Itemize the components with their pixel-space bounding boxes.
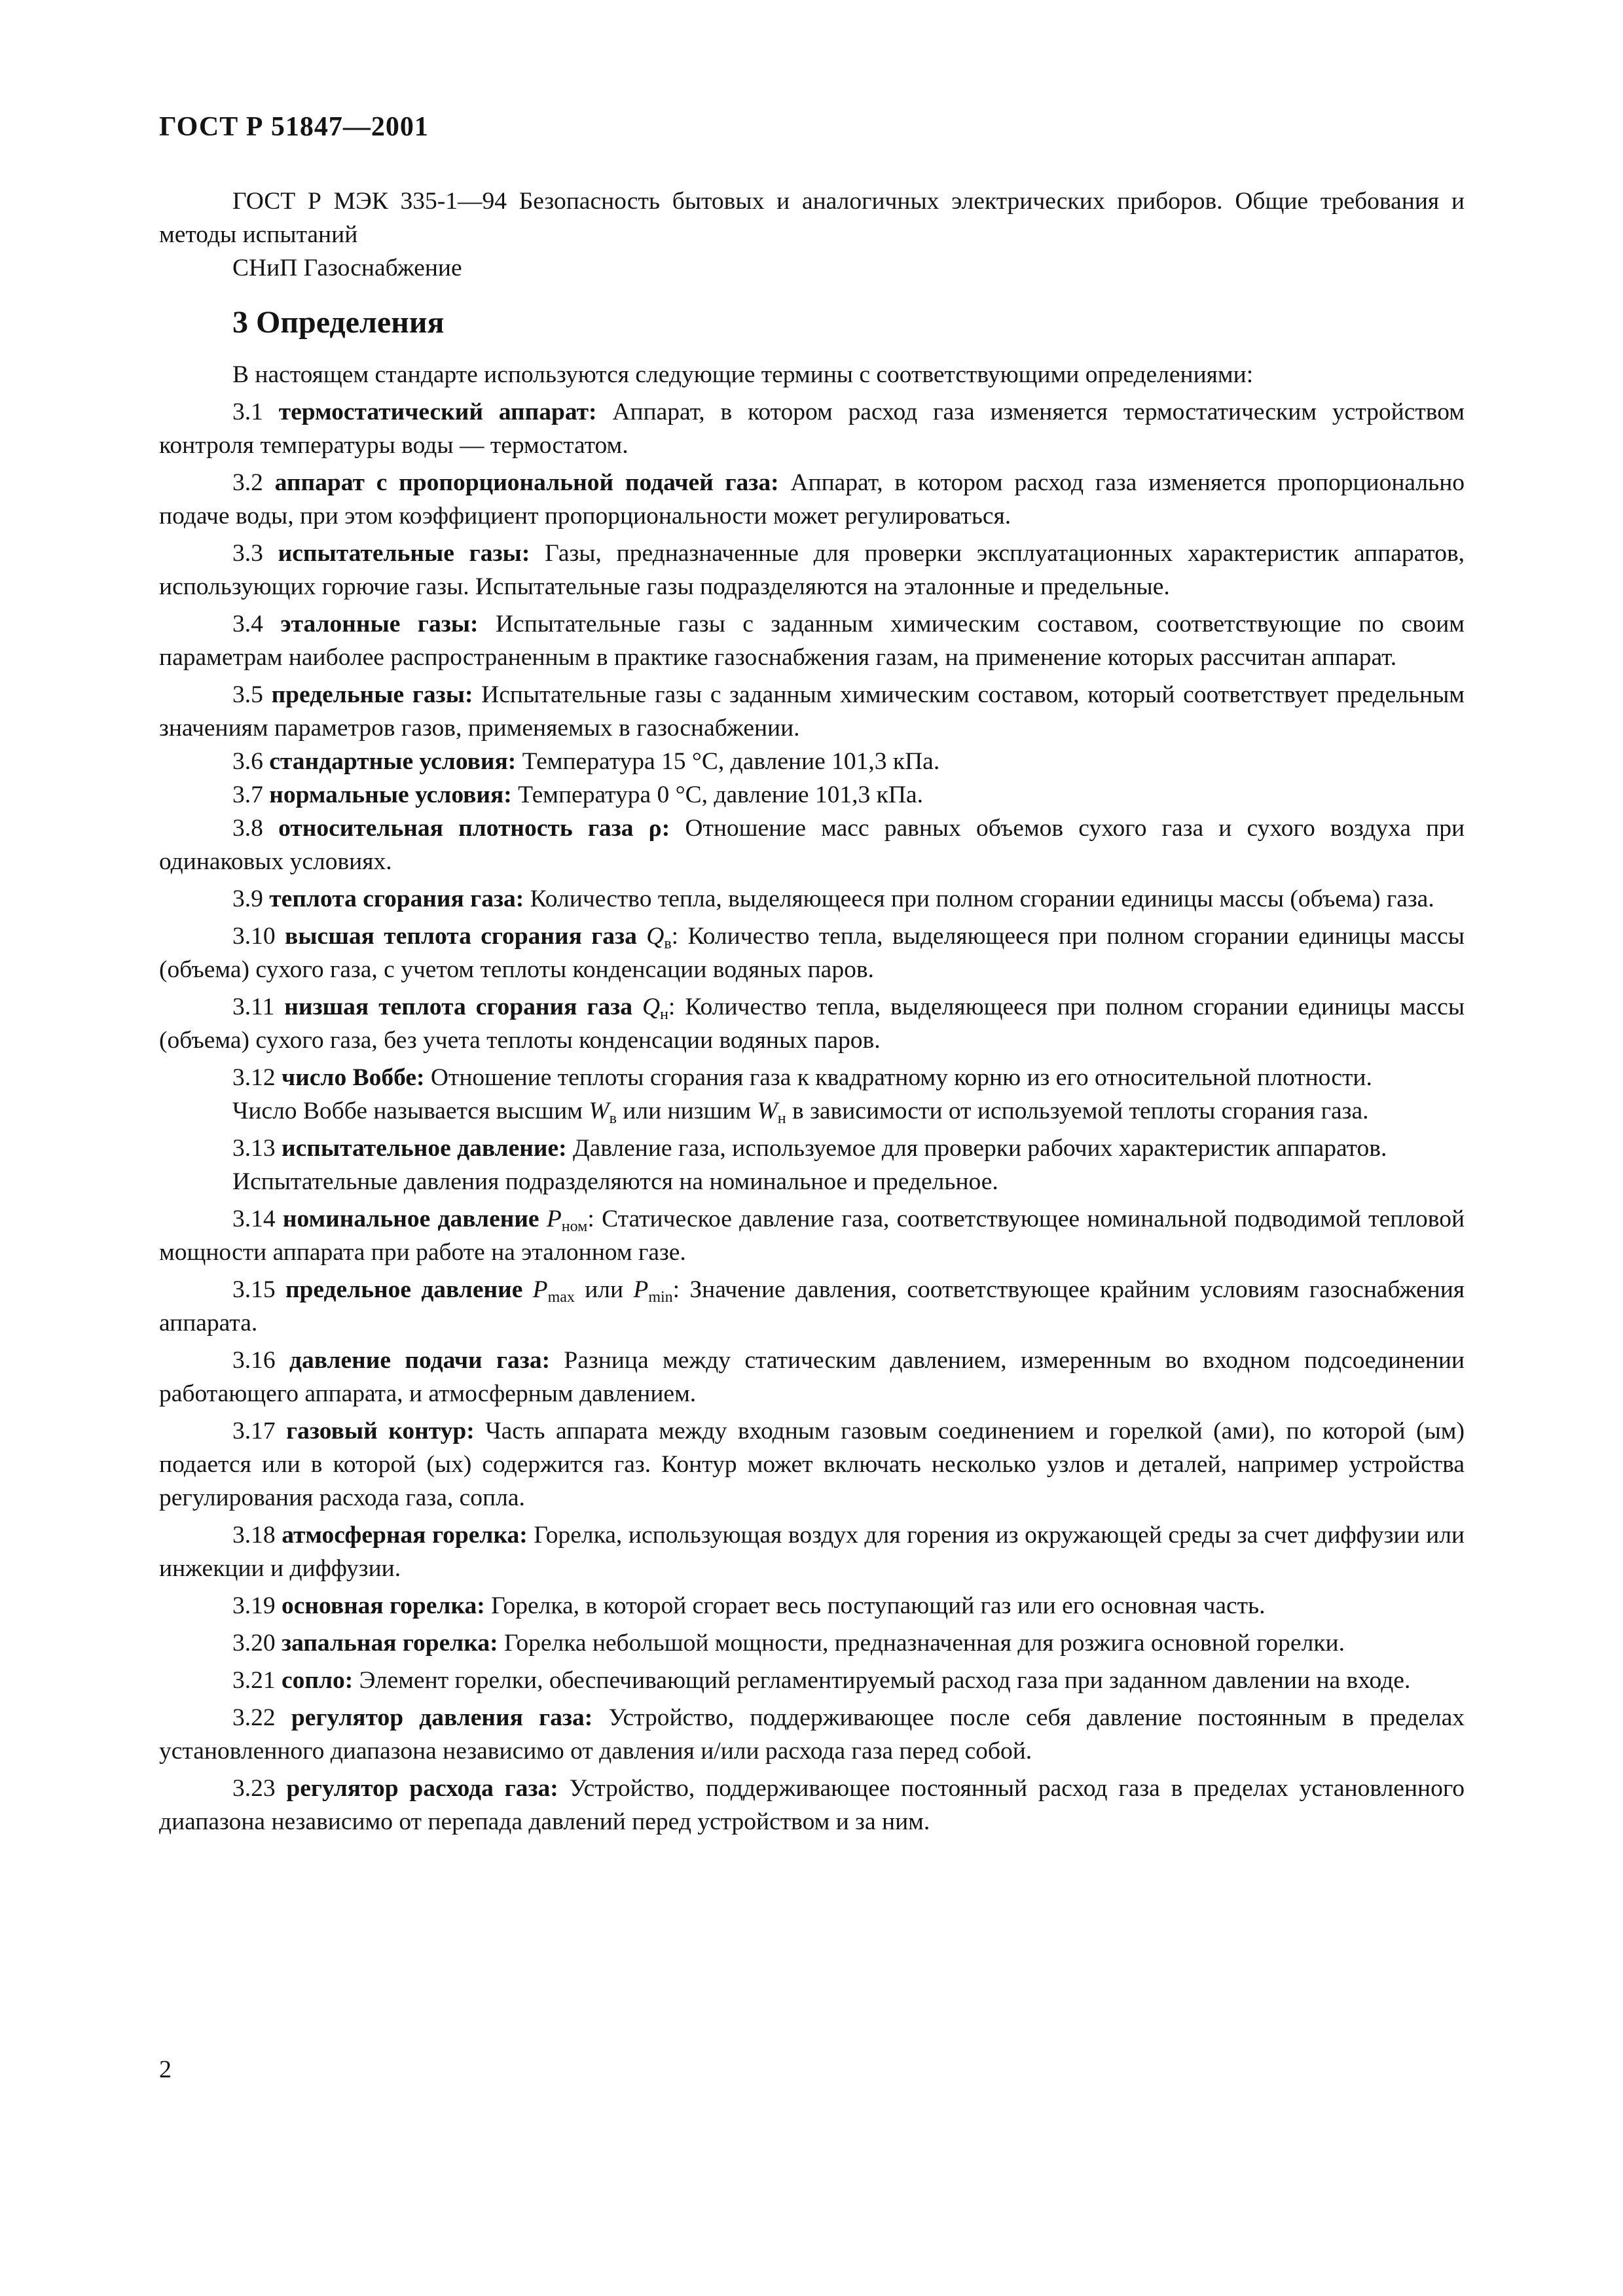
definition-text: Количество тепла, выделяющееся при полном сгорании единицы массы (объема) газа. [530,886,1434,912]
definition-text: Устройство, поддерживающее после себя давление постоянным в пределах установленного диапазона независимо от давления и/или расхода газа перед собой. [159,1704,1465,1765]
note-text: Число Воббе называется высшим [232,1098,583,1124]
definition-number: 3.18 [232,1522,276,1549]
definition-term: сопло: [282,1667,354,1694]
definition-term: испытательное давление: [282,1135,567,1162]
definition-term: испытательные газы: [278,540,530,567]
definition-item [159,1664,1465,1697]
note-text: или низшим [623,1098,752,1124]
definition-item: 3.15 предельное давление $P_{max}$ или $P_{min}$: Значение давления, соответствующее крайним условиям газоснабжения аппарата. [159,1276,1465,1336]
definition-text: Горелка небольшой мощности, предназначенная для розжига основной горелки. [503,1630,1345,1657]
definition-text: Количество тепла, выделяющееся при полном сгорании единицы массы (объема) сухого газа, с учетом теплоты конденсации водяных паров. [159,923,1465,983]
definition-item [159,607,1465,674]
reference-entry: ГОСТ Р МЭК 335-1—94 Безопасность бытовых и аналогичных электрических приборов. Общие требования и методы испытаний [159,188,1465,248]
definition-item [159,745,1465,778]
definition-term: атмосферная горелка: [282,1522,528,1549]
section-intro: В настоящем стандарте используются следующие термины с соответствующими определениями: [232,361,1254,388]
definition-text: Испытательные газы с заданным химическим составом, соответствующие по своим параметрам наиболее распространенным в практике газоснабжения газам, на применение которых рассчитан аппарат. [159,611,1465,671]
definition-term: предельное давление [285,1276,523,1303]
symbol-p: P [633,1276,649,1303]
definition-term: предельные газы: [271,681,473,708]
definition-term: аппарат с пропорциональной подачей газа: [274,469,779,496]
definition-item [159,778,1465,812]
definition-item: 3.10 высшая теплота сгорания газа $Q_в$: Количество тепла, выделяющееся при полном сгорании единицы массы (объема) сухого газа, с учетом теплоты конденсации водяных паров. [159,923,1465,983]
definition-text: Газы, предназначенные для проверки эксплуатационных характеристик аппаратов, использующих горючие газы. Испытательные газы подразделяются на эталонные и предельные. [159,540,1465,600]
definition-text: Горелка, в которой сгорает весь поступающий газ или его основная часть. [491,1592,1266,1619]
definition-number: 3.5 [232,681,263,708]
symbol-subscript: ном [561,1218,588,1235]
definition-item [159,1772,1465,1839]
definition-text: Испытательные газы с заданным химическим составом, который соответствует предельным значениям параметров газов, применяемых в газоснабжении. [159,681,1465,742]
definition-term: относительная плотность газа ρ: [278,815,670,842]
definition-text: Статическое давление газа, соответствующее номинальной подводимой тепловой мощности аппарата при работе на эталонном газе. [159,1206,1465,1266]
definition-item: 3.14 номинальное давление $P_{ном}$: Статическое давление газа, соответствующее номинальной подводимой тепловой мощности аппарата при работе на эталонном газе. [159,1206,1465,1266]
definition-item [159,1589,1465,1623]
definition-term: номинальное давление [282,1206,539,1232]
definition-text: Температура 15 °С, давление 101,3 кПа. [522,748,940,775]
definition-term: низшая теплота сгорания газа [284,994,632,1020]
definition-text: Значение давления, соответствующее крайним условиям газоснабжения аппарата. [159,1276,1465,1336]
definition-number: 3.2 [232,469,263,496]
definition-item [159,466,1465,533]
symbol-subscript: н [777,1110,786,1127]
definition-item [159,1701,1465,1768]
definition-number: 3.7 [232,781,263,808]
definition-number: 3.4 [232,611,263,637]
note-text: в зависимости от используемой теплоты сгорания газа. [792,1098,1369,1124]
definition-text: Аппарат, в котором расход газа изменяется пропорционально подаче воды, при этом коэффициент пропорциональности может регулироваться. [159,469,1465,529]
page-number: 2 [159,2056,172,2083]
definition-term: эталонные газы: [280,611,479,637]
definition-number: 3.19 [232,1592,276,1619]
definition-item [159,1626,1465,1660]
wobbe-note [159,1094,1465,1128]
definition-number: 3.14 [232,1206,276,1232]
definition-term: давление подачи газа: [289,1347,551,1374]
definition-text: Устройство, поддерживающее постоянный расход газа в пределах установленного диапазона независимо от перепада давлений перед устройством и за ним. [159,1775,1465,1835]
definition-term: число Воббе: [282,1064,425,1091]
symbol-w: W [757,1098,778,1124]
definition-term: стандартные условия: [269,748,517,775]
symbol-subscript: max [547,1289,575,1306]
definition-item [159,395,1465,462]
definition-term: термостатический аппарат: [278,399,597,425]
definition-number: 3.1 [232,399,263,425]
or-word: или [585,1276,624,1303]
definition-text: Отношение масс равных объемов сухого газа и сухого воздуха при одинаковых условиях. [159,815,1465,875]
definition-term: нормальные условия: [269,781,512,808]
document-header: ГОСТ Р 51847—2001 [159,112,429,142]
definition-text: Отношение теплоты сгорания газа к квадратному корню из его относительной плотности. [430,1064,1372,1091]
symbol-q: Q [646,923,665,950]
definition-item: 3.11 низшая теплота сгорания газа $Q_н$: Количество тепла, выделяющееся при полном сгорании единицы массы (объема) сухого газа, без учета теплоты конденсации водяных паров. [159,994,1465,1054]
definition-number: 3.15 [232,1276,276,1303]
section-title: 3 Определения [232,305,445,340]
definition-item [159,882,1465,916]
definition-number: 3.10 [232,923,276,950]
document-body [159,185,1465,1839]
definition-item [159,1518,1465,1585]
pressure-note: Испытательные давления подразделяются на номинальное и предельное. [232,1168,998,1195]
symbol-p: P [532,1276,548,1303]
definition-text: Часть аппарата между входным газовым соединением и горелкой (ами), по которой (ым) подается или в которой (ых) содержится газ. Контур может включать несколько узлов и деталей, например устройства регулирования расхода газа, сопла. [159,1418,1465,1511]
symbol-w: W [589,1098,610,1124]
symbol-subscript: в [609,1110,617,1127]
definition-text: Горелка, использующая воздух для горения из окружающей среды за счет диффузии или инжекции и диффузии. [159,1522,1465,1582]
definition-text: Аппарат, в котором расход газа изменяется термостатическим устройством контроля температуры воды — термостатом. [159,399,1465,459]
definition-number: 3.12 [232,1064,276,1091]
definition-text: Количество тепла, выделяющееся при полном сгорании единицы массы (объема) сухого газа, без учета теплоты конденсации водяных паров. [159,994,1465,1054]
definition-item [159,1061,1465,1094]
definition-number: 3.22 [232,1704,276,1731]
symbol-p: P [546,1206,562,1232]
definition-number: 3.20 [232,1630,276,1657]
definition-number: 3.16 [232,1347,276,1374]
definition-text: Элемент горелки, обеспечивающий регламентируемый расход газа при заданном давлении на входе. [359,1667,1411,1694]
symbol-q: Q [642,994,661,1020]
symbol-subscript: min [648,1289,673,1306]
definition-number: 3.8 [232,815,263,842]
definition-text: Давление газа, используемое для проверки рабочих характеристик аппаратов. [572,1135,1387,1162]
definition-number: 3.23 [232,1775,276,1802]
definition-number: 3.13 [232,1135,276,1162]
definition-number: 3.9 [232,886,263,912]
definition-item [159,1414,1465,1515]
definition-item [159,812,1465,878]
definition-number: 3.21 [232,1667,276,1694]
definition-term: высшая теплота сгорания газа [285,923,637,950]
definition-text: Разница между статическим давлением, измеренным во входном подсоединении работающего аппарата, и атмосферным давлением. [159,1347,1465,1407]
definition-item [159,678,1465,745]
definition-number: 3.3 [232,540,263,567]
definition-number: 3.11 [232,994,275,1020]
definition-term: регулятор давления газа: [291,1704,593,1731]
definition-term: теплота сгорания газа: [269,886,524,912]
definition-number: 3.6 [232,748,263,775]
definition-text: Температура 0 °С, давление 101,3 кПа. [518,781,923,808]
definition-item [159,1132,1465,1165]
definition-item [159,537,1465,603]
definition-term: регулятор расхода газа: [286,1775,558,1802]
symbol-subscript: н [660,1006,668,1023]
definition-number: 3.17 [232,1418,276,1444]
reference-entry: СНиП Газоснабжение [232,255,462,281]
symbol-subscript: в [664,935,672,952]
definition-item [159,1344,1465,1410]
definition-term: запальная горелка: [282,1630,498,1657]
definition-term: основная горелка: [282,1592,485,1619]
definition-term: газовый контур: [286,1418,475,1444]
